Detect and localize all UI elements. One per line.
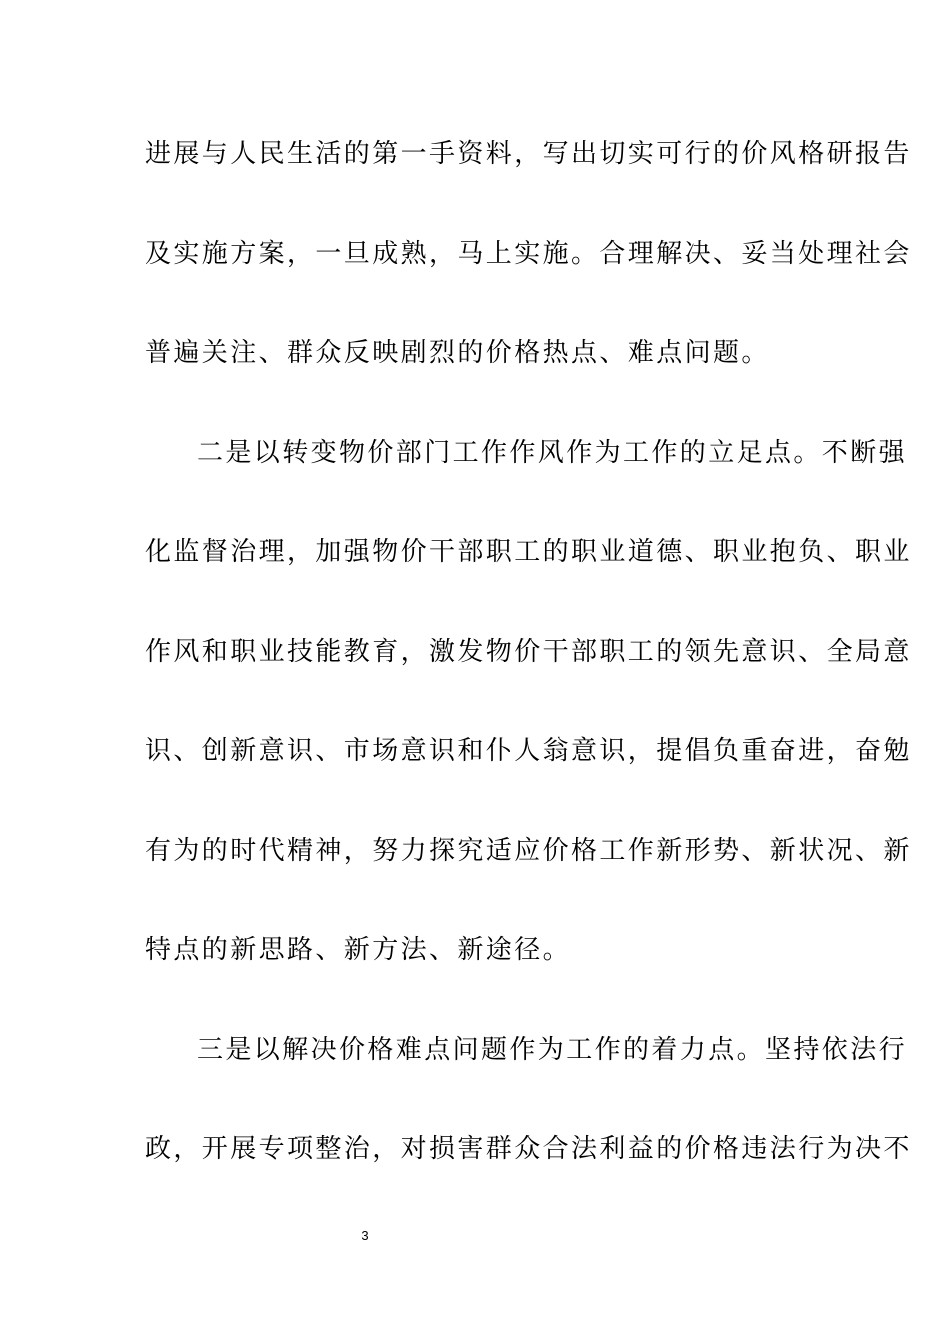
text-line-6: 作风和职业技能教育，激发物价干部职工的领先意识、全局意 bbox=[145, 636, 912, 667]
text-line-7: 识、创新意识、市场意识和仆人翁意识，提倡负重奋进，奋勉 bbox=[145, 736, 912, 766]
paragraph-2-first-line: 二是以转变物价部门工作作风作为工作的立足点。不断强 bbox=[197, 437, 908, 468]
text-line-5: 化监督治理，加强物价干部职工的职业道德、职业抱负、职业 bbox=[145, 537, 912, 567]
text-line-1: 进展与人民生活的第一手资料，写出切实可行的价风格研报告 bbox=[145, 139, 912, 169]
paragraph-3-first-line: 三是以解决价格难点问题作为工作的着力点。坚持依法行 bbox=[197, 1034, 908, 1065]
text-line-9: 特点的新思路、新方法、新途径。 bbox=[145, 935, 572, 965]
text-line-3: 普遍关注、群众反映剧烈的价格热点、难点问题。 bbox=[145, 338, 770, 368]
text-line-8: 有为的时代精神，努力探究适应价格工作新形势、新状况、新 bbox=[145, 835, 912, 866]
page-number: 3 bbox=[361, 1228, 369, 1243]
body-text bbox=[145, 124, 912, 1219]
text-line-2: 及实施方案，一旦成熟，马上实施。合理解决、妥当处理社会 bbox=[145, 238, 912, 269]
text-line-11: 政，开展专项整治，对损害群众合法利益的价格违法行为决不 bbox=[145, 1134, 912, 1164]
